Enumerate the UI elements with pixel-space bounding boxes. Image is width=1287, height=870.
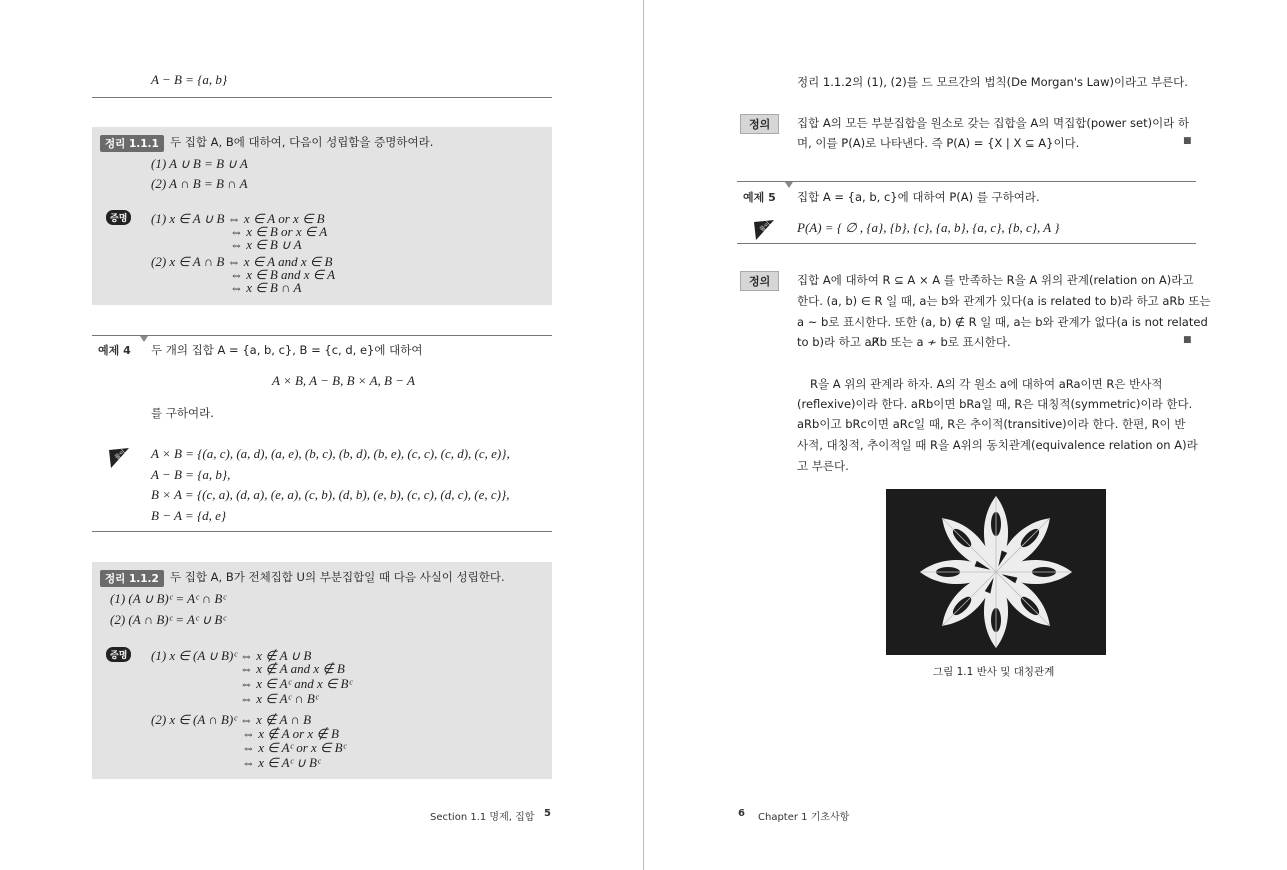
definition-line: 며, 이를 P(A)로 나타낸다. 즉 P(A) = {X | X ⊆ A}이다. bbox=[797, 136, 1080, 150]
footer-section: Section 1.1 명제, 집합 bbox=[430, 812, 535, 823]
solution-line: A − B = {a, b}, bbox=[151, 467, 231, 482]
proof-line: ⇔ x ∈ Aᶜ ∪ Bᶜ bbox=[242, 755, 321, 770]
example-label: 예제 4 bbox=[98, 344, 131, 357]
divider-top bbox=[92, 97, 552, 98]
divider-example5-end bbox=[737, 243, 1196, 244]
intro-text: 정리 1.1.2의 (1), (2)를 드 모르간의 법칙(De Morgan's Law)이라고 부른다. bbox=[797, 75, 1188, 89]
paragraph-line: 사적, 대칭적, 추이적일 때 R을 A위의 동치관계(equivalence relation on A)라 bbox=[797, 438, 1198, 452]
example-statement: 집합 A = {a, b, c}에 대하여 P(A) 를 구하여라. bbox=[797, 190, 1040, 204]
paragraph-line: (reflexive)이라 한다. aRb이면 bRa일 때, R은 대칭적(symmetric)이라 한다. bbox=[797, 397, 1193, 411]
svg-text:풀이: 풀이 bbox=[758, 220, 772, 234]
example-ask: 를 구하여라. bbox=[151, 406, 214, 420]
proof-line: ⇔ x ∉ A or x ∉ B bbox=[242, 726, 339, 741]
proof-badge: 증명 bbox=[106, 647, 131, 662]
definition-line: to b)라 하고 aR̸b 또는 a ≁ b로 표시한다. bbox=[797, 335, 1011, 349]
example-expression: A × B, A − B, B × A, B − A bbox=[272, 373, 415, 388]
triangle-marker-icon bbox=[140, 336, 148, 342]
paragraph-line: 고 부른다. bbox=[797, 459, 849, 473]
solution-icon bbox=[753, 219, 775, 241]
theorem-item: (2) A ∩ B = B ∩ A bbox=[151, 176, 248, 191]
proof-line: ⇔ x ∈ B or x ∈ A bbox=[230, 224, 328, 239]
divider-example5 bbox=[737, 181, 1196, 182]
definition-line: 집합 A의 모든 부분집합을 원소로 갖는 집합을 A의 멱집합(power set)이라 하 bbox=[797, 116, 1190, 130]
theorem-item: (1) (A ∪ B)ᶜ = Aᶜ ∩ Bᶜ bbox=[110, 591, 226, 606]
theorem-item: (1) A ∪ B = B ∪ A bbox=[151, 156, 248, 171]
proof-line: (2) x ∈ A ∩ B ⇔ x ∈ A and x ∈ B bbox=[151, 254, 333, 269]
proof-line: ⇔ x ∈ Aᶜ ∩ Bᶜ bbox=[240, 691, 319, 706]
figure-caption: 그림 1.1 반사 및 대칭관계 bbox=[933, 666, 1055, 678]
proof-line: (1) x ∈ (A ∪ B)ᶜ ⇔ x ∉ A ∪ B bbox=[151, 648, 312, 663]
theorem-item: (2) (A ∩ B)ᶜ = Aᶜ ∪ Bᶜ bbox=[110, 612, 226, 627]
page-number: 5 bbox=[544, 808, 551, 819]
end-mark: ■ bbox=[1183, 136, 1192, 146]
example-label: 예제 5 bbox=[743, 191, 776, 204]
solution-line: A × B = {(a, c), (a, d), (a, e), (b, c), (b, d), (b, e), (c, c), (c, d), (c, e)}, bbox=[151, 446, 510, 461]
definition-line: a ~ b로 표시한다. 또한 (a, b) ∉ R 일 때, a는 b와 관계가 없다(a is not related bbox=[797, 315, 1208, 329]
proof-line: ⇔ x ∈ B ∪ A bbox=[230, 237, 302, 252]
solution-line: B × A = {(c, a), (d, a), (e, a), (c, b), (d, b), (e, b), (c, c), (d, c), (e, c)}, bbox=[151, 487, 510, 502]
end-mark: ■ bbox=[1183, 335, 1192, 345]
theorem-badge: 정리 1.1.2 bbox=[100, 570, 164, 587]
snowflake-figure bbox=[886, 489, 1106, 655]
page-number: 6 bbox=[738, 808, 745, 819]
example-statement: 두 개의 집합 A = {a, b, c}, B = {c, d, e}에 대하여 bbox=[151, 343, 423, 357]
solution-line: P(A) = { ∅ , {a}, {b}, {c}, {a, b}, {a, c}, {b, c}, A } bbox=[797, 220, 1060, 235]
proof-line: (1) x ∈ A ∪ B ⇔ x ∈ A or x ∈ B bbox=[151, 211, 325, 226]
proof-line: ⇔ x ∈ B and x ∈ A bbox=[230, 267, 336, 282]
proof-line: ⇔ x ∉ A and x ∉ B bbox=[240, 661, 345, 676]
divider-example4 bbox=[92, 335, 552, 336]
definition-badge: 정의 bbox=[740, 271, 779, 291]
proof-line: ⇔ x ∈ Aᶜ and x ∈ Bᶜ bbox=[240, 676, 352, 691]
top-equation: A − B = {a, b} bbox=[151, 72, 228, 87]
theorem-statement: 두 집합 A, B가 전체집합 U의 부분집합일 때 다음 사실이 성립한다. bbox=[170, 570, 505, 584]
definition-badge: 정의 bbox=[740, 114, 779, 134]
theorem-statement: 두 집합 A, B에 대하여, 다음이 성립함을 증명하여라. bbox=[170, 135, 434, 149]
proof-line: ⇔ x ∈ B ∩ A bbox=[230, 280, 302, 295]
proof-badge: 증명 bbox=[106, 210, 131, 225]
paragraph-line: R을 A 위의 관계라 하자. A의 각 원소 a에 대하여 aRa이면 R은 반사적 bbox=[810, 377, 1163, 391]
definition-line: 집합 A에 대하여 R ⊆ A × A 를 만족하는 R을 A 위의 관계(relation on A)라고 bbox=[797, 273, 1194, 287]
footer-chapter: Chapter 1 기초사항 bbox=[758, 812, 850, 823]
proof-line: (2) x ∈ (A ∩ B)ᶜ ⇔ x ∉ A ∩ B bbox=[151, 712, 312, 727]
solution-icon bbox=[108, 447, 130, 469]
divider-example4-end bbox=[92, 531, 552, 532]
triangle-marker-icon bbox=[785, 182, 793, 188]
proof-line: ⇔ x ∈ Aᶜ or x ∈ Bᶜ bbox=[242, 740, 346, 755]
page-gutter bbox=[643, 0, 644, 870]
theorem-badge: 정리 1.1.1 bbox=[100, 135, 164, 152]
solution-line: B − A = {d, e} bbox=[151, 508, 227, 523]
svg-text:풀이: 풀이 bbox=[113, 448, 127, 462]
definition-line: 한다. (a, b) ∈ R 일 때, a는 b와 관계가 있다(a is related to b)라 하고 aRb 또는 bbox=[797, 294, 1211, 308]
paragraph-line: aRb이고 bRc이면 aRc일 때, R은 추이적(transitive)이라 한다. 한편, R이 반 bbox=[797, 417, 1186, 431]
